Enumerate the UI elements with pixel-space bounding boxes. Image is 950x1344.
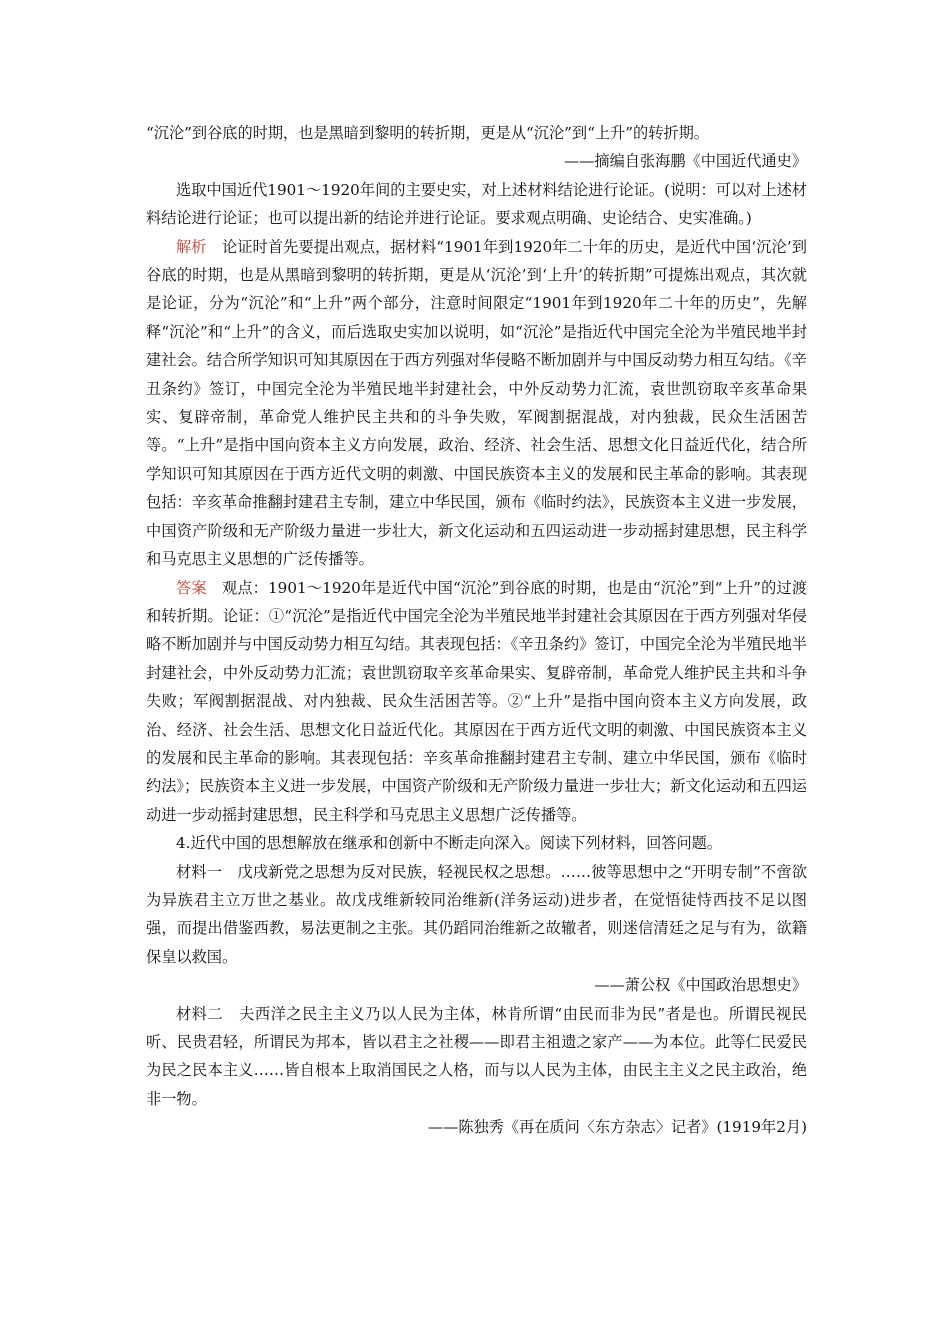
material-source-citation: ——摘编自张海鹏《中国近代通史》 (564, 152, 807, 171)
material-conclusion-line: “沉沦”到谷底的时期，也是黑暗到黎明的转折期，更是从“沉沦”到“上升”的转折期。 (146, 124, 709, 142)
answer-text: 观点：1901～1920年是近代中国“沉沦”到谷底的时期，也是由“沉沦”到“上升”的过渡和转折期。论证：①“沉沦”是指近代中国完全沦为半殖民地半封建社会其原因在于西方列强对华侵略不断加剧并与中国反动势力相互勾结。其表现包括：《辛丑条约》签订，中国完全沦为半殖民地半封建社会，中外反动势力汇流；袁世凯窃取辛亥革命果实、复辟帝制，革命党人维护民主共和斗争失败；军阀割据混战、对内独裁、民众生活困苦等。②“上升”是指中国向资本主义方向发展，政治、经济、社会生活、思想文化日益近代化。其原因在于西方近代文明的刺激、中国民族资本主义的发展和民主革命的影响。其表现包括：辛亥革命推翻封建君主专制、建立中华民国，颁布《临时约法》；民族资本主义进一步发展，中国资产阶级和无产阶级力量进一步壮大；新文化运动和五四运动进一步动摇封建思想，民主科学和马克思主义思想广泛传播等。 (146, 578, 808, 824)
document-page (146, 119, 807, 1142)
answer-paragraph (146, 574, 807, 830)
material-two: 材料二 夫西洋之民主主义乃以人民为主体，林肯所谓“由民而非为民”者是也。所谓民视民听、民贵君轻，所谓民为邦本，皆以君主之社稷——即君主祖遗之家产——为本位。此等仁民爱民为民之民本主义……皆自根本上取消国民之人格，而与以人民为主体，由民主主义之民主政治，绝非一物。 (146, 1004, 807, 1108)
answer-label: 答案 (176, 578, 207, 597)
analysis-text: 论证时首先要提出观点，据材料“1901年到1920年二十年的历史，是近代中国‘沉沦’到谷底的时期，也是从黑暗到黎明的转折期，更是从‘沉沦’到‘上升’的转折期”可提炼出观点，其次就是论证，分为“沉沦”和“上升”两个部分，注意时间限定“1901年到1920年二十年的历史”，先解释“沉沦”和“上升”的含义，而后选取史实加以说明，如“沉沦”是指近代中国完全沦为半殖民地半封建社会。结合所学知识可知其原因在于西方列强对华侵略不断加剧并与中国反动势力相互勾结。《辛丑条约》签订，中国完全沦为半殖民地半封建社会，中外反动势力汇流，袁世凯窃取辛亥革命果实、复辟帝制，革命党人维护民主共和的斗争失败，军阀割据混战，对内独裁，民众生活困苦等。“上升”是指中国向资本主义方向发展，政治、经济、社会生活、思想文化日益近代化，结合所学知识可知其原因在于西方近代文明的刺激、中国民族资本主义的发展和民主革命的影响。其表现包括：辛亥革命推翻封建君主专制，建立中华民国，颁布《临时约法》，民族资本主义进一步发展，中国资产阶级和无产阶级力量进一步壮大，新文化运动和五四运动进一步动摇封建思想，民主科学和马克思主义思想的广泛传播等。 (146, 237, 807, 569)
analysis-label: 解析 (176, 237, 207, 256)
material-one-source: ——萧公权《中国政治思想史》 (594, 976, 807, 995)
question-4-stem: 4.近代中国的思想解放在继承和创新中不断走向深入。阅读下列材料，回答问题。 (176, 834, 723, 853)
material-two-source: ——陈独秀《再在质问〈东方杂志〉记者》(1919年2月) (427, 1118, 807, 1137)
analysis-paragraph (146, 233, 807, 574)
question-task: 选取中国近代1901～1920年间的主要史实，对上述材料结论进行论证。(说明：可以对上述材料结论进行论证；也可以提出新的结论并进行论证。要求观点明确、史论结合、史实准确。) (146, 180, 807, 228)
material-one: 材料一 戊戌新党之思想为反对民族，轻视民权之思想。……彼等思想中之“开明专制”不啻欲为异族君主立万世之基业。故戊戌维新较同治维新(洋务运动)进步者，在觉悟徒恃西技不足以图强，而提出借鉴西教，易法更制之主张。其仍蹈同治维新之故辙者，则迷信清廷之足与有为，欲籍保皇以救国。 (146, 862, 807, 966)
